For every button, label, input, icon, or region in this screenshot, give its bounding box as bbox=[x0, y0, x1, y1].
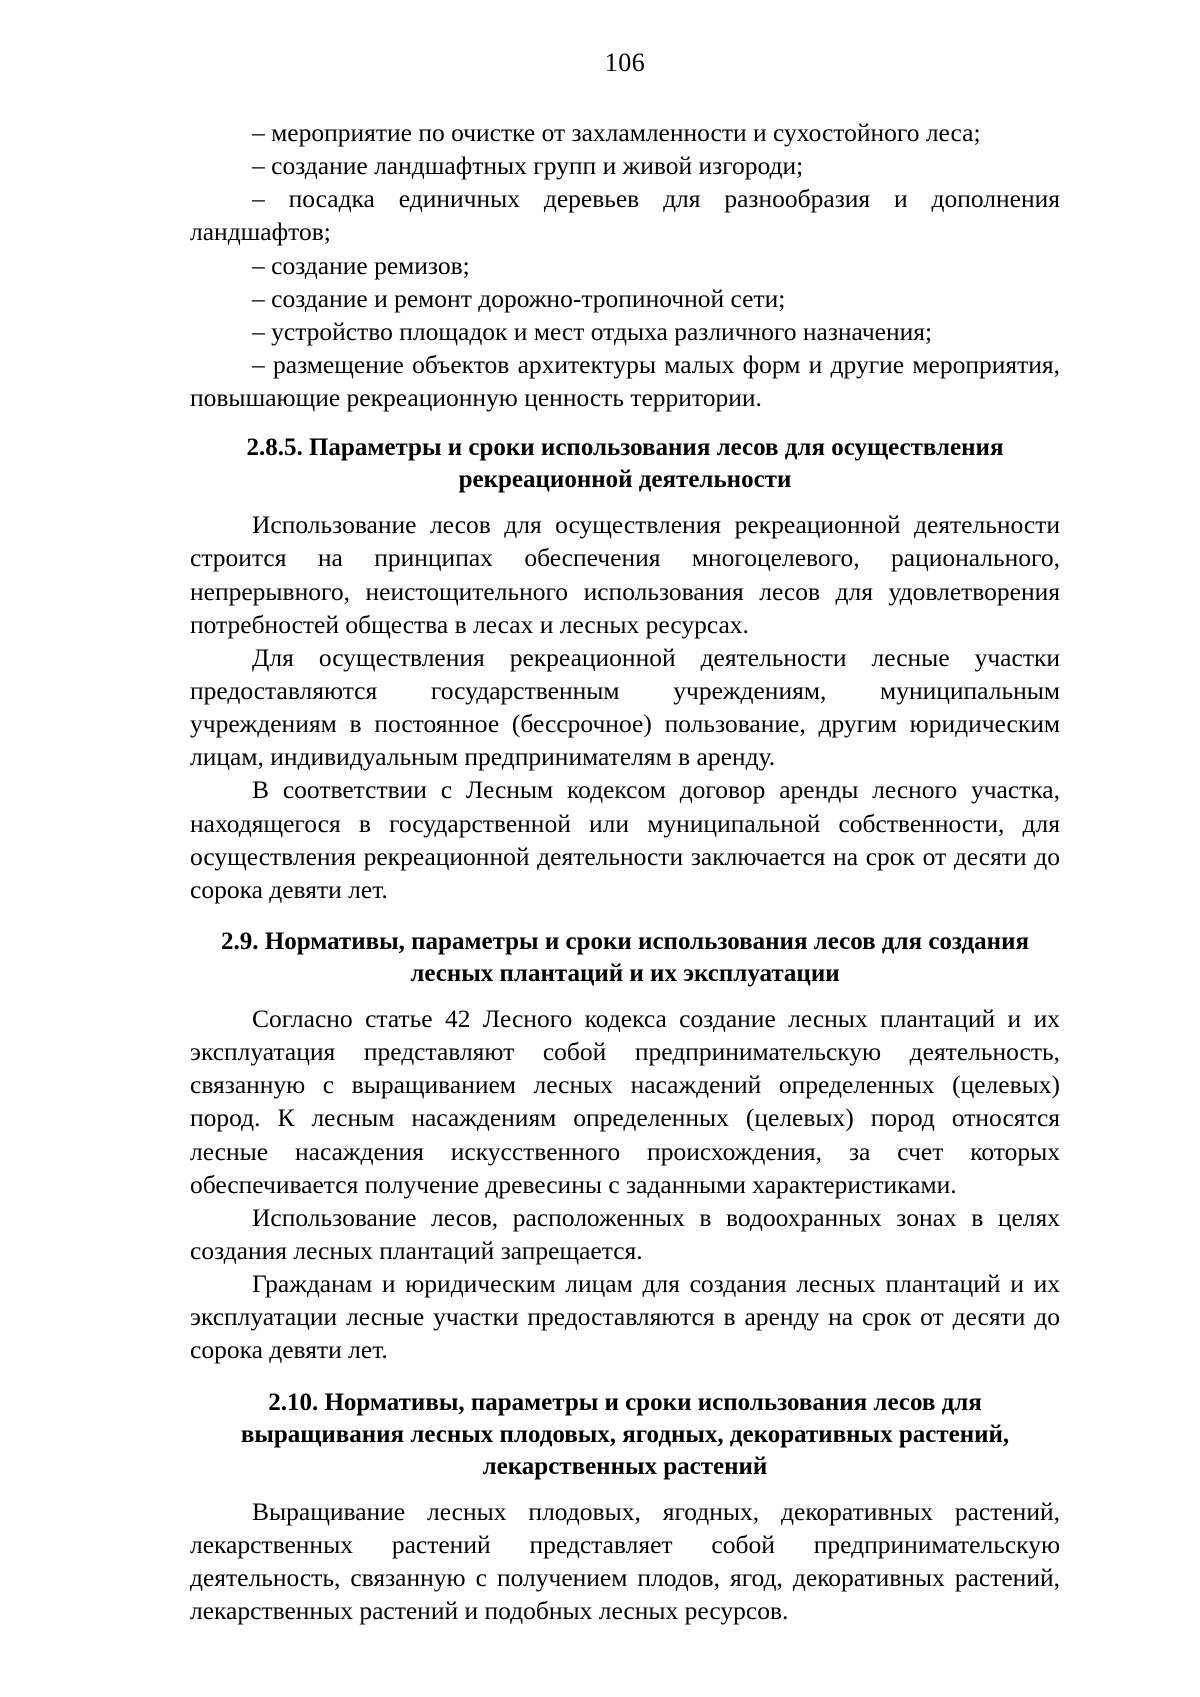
section-heading-2-9: 2.9. Нормативы, параметры и сроки использования лесов для создания лесных плантаций и их эксплуатации bbox=[221, 927, 1029, 987]
list-item: – устройство площадок и мест отдыха различного назначения; bbox=[252, 316, 933, 346]
list-item: – посадка единичных деревьев для разнообразия и дополнения ландшафтов; bbox=[190, 184, 1060, 247]
list-item: – мероприятие по очистке от захламленности и сухостойного леса; bbox=[252, 118, 981, 147]
body-paragraph: В соответствии с Лесным кодексом договор аренды лесного участка, находящегося в государственной или муниципальной собственности, для осуществления рекреационной деятельности заключается на срок от десяти до сорока девяти лет. bbox=[190, 775, 1060, 904]
body-paragraph: Использование лесов, расположенных в водоохранных зонах в целях создания лесных плантаций запрещается. bbox=[190, 1202, 1060, 1265]
section-heading-2-10: 2.10. Нормативы, параметры и сроки использования лесов для выращивания лесных плодовых, ягодных, декоративных растений, лекарственных растений bbox=[240, 1388, 1010, 1480]
page-number: 106 bbox=[604, 48, 646, 77]
body-paragraph: Выращивание лесных плодовых, ягодных, декоративных растений, лекарственных растений представляет собой предпринимательскую деятельность, связанную с получением плодов, ягод, декоративных растений, лекарственных растений и подобных лесных ресурсов. bbox=[190, 1496, 1060, 1625]
list-item: – размещение объектов архитектуры малых форм и другие мероприятия, повышающие рекреационную ценность территории. bbox=[190, 349, 1060, 413]
body-paragraph: Использование лесов для осуществления рекреационной деятельности строится на принципах обеспечения многоцелевого, рационального, непрерывного, неистощительного использования лесов для удовлетворения потребностей общества в лесах и лесных ресурсах. bbox=[190, 510, 1060, 639]
section-heading-2-8-5: 2.8.5. Параметры и сроки использования лесов для осуществления рекреационной деятельности bbox=[246, 434, 1004, 494]
list-item: – создание и ремонт дорожно-тропиночной сети; bbox=[252, 283, 786, 313]
body-paragraph: Согласно статье 42 Лесного кодекса создание лесных плантаций и их эксплуатация представляют собой предпринимательскую деятельность, связанную с выращиванием лесных насаждений определенных (целевых) пород. К лесным насаждениям определенных (целевых) пород относятся лесные насаждения искусственного происхождения, за счет которых обеспечивается получение древесины с заданными характеристиками. bbox=[190, 1003, 1060, 1199]
list-item: – создание ландшафтных групп и живой изгороди; bbox=[252, 151, 804, 181]
body-paragraph: Для осуществления рекреационной деятельности лесные участки предоставляются государственным учреждениям, муниципальным учреждениям в постоянное (бессрочное) пользование, другим юридическим лицам, индивидуальным предпринимателям в аренду. bbox=[190, 642, 1060, 772]
list-item: – создание ремизов; bbox=[252, 250, 470, 280]
body-paragraph: Гражданам и юридическим лицам для создания лесных плантаций и их эксплуатации лесные участки предоставляются в аренду на срок от десяти до сорока девяти лет. bbox=[190, 1269, 1060, 1365]
